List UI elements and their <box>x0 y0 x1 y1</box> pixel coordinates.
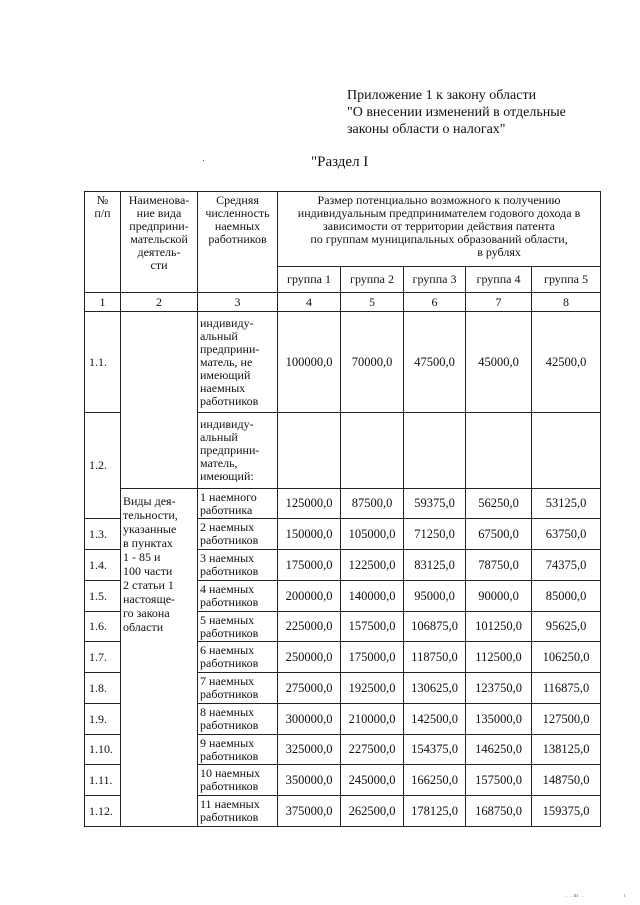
row-number: 1.2. <box>85 413 121 519</box>
value-cell: 275000,0 <box>278 673 341 704</box>
activity-line: настояще- <box>123 592 176 606</box>
value-cell: 112500,0 <box>466 642 532 673</box>
desc-line: 3 наемных <box>200 551 255 565</box>
header-col-activity <box>121 192 198 293</box>
desc-line: 5 наемных <box>200 612 255 627</box>
value-cell: 59375,0 <box>404 489 466 519</box>
desc-line: работников <box>200 718 259 732</box>
row-description <box>198 550 278 581</box>
value-cell: 74375,0 <box>532 550 601 581</box>
desc-line: работников <box>200 625 259 640</box>
desc-line: имеющий <box>200 367 251 382</box>
activity-line: 100 части <box>123 564 173 578</box>
value-cell: 250000,0 <box>278 642 341 673</box>
column-number: 7 <box>466 293 532 312</box>
value-cell: 87500,0 <box>341 489 404 519</box>
desc-line: альный <box>200 328 238 343</box>
row-number: 1.8. <box>85 673 121 704</box>
value-cell: 42500,0 <box>532 312 601 413</box>
value-cell: 227500,0 <box>341 735 404 765</box>
value-cell: 95000,0 <box>404 581 466 612</box>
appendix-line: "О внесении изменений в отдельные <box>347 105 566 120</box>
income-table <box>84 191 601 827</box>
desc-line: 2 наемных <box>200 520 255 534</box>
column-number: 1 <box>85 293 121 312</box>
value-cell: 142500,0 <box>404 704 466 735</box>
value-cell: 178125,0 <box>404 796 466 827</box>
value-cell: 146250,0 <box>466 735 532 765</box>
row-number: 1.5. <box>85 581 121 612</box>
desc-line: работников <box>200 779 259 793</box>
group-header: группа 1 <box>278 267 341 293</box>
row-description <box>198 489 278 519</box>
row-number: 1.10. <box>85 735 121 765</box>
desc-line: работников <box>200 656 259 670</box>
column-number: 4 <box>278 293 341 312</box>
header-text: работников <box>208 232 267 246</box>
header-text: № <box>96 193 109 207</box>
desc-line: 6 наемных <box>200 643 255 657</box>
scan-artifact: . .ш . <box>566 893 585 899</box>
desc-line: работников <box>200 810 259 824</box>
column-number: 8 <box>532 293 601 312</box>
activity-line: тельности, <box>123 508 178 522</box>
value-cell: 325000,0 <box>278 735 341 765</box>
column-numbers-row <box>85 293 601 312</box>
header-text: предприни- <box>129 219 189 233</box>
desc-line: работников <box>200 533 259 547</box>
value-cell: 127500,0 <box>532 704 601 735</box>
scan-artifact-dot: ı <box>624 893 626 899</box>
value-cell: 262500,0 <box>341 796 404 827</box>
scan-dot <box>203 160 204 161</box>
value-cell: 122500,0 <box>341 550 404 581</box>
value-cell: 70000,0 <box>341 312 404 413</box>
row-description <box>198 581 278 612</box>
value-cell: 130625,0 <box>404 673 466 704</box>
value-cell: 83125,0 <box>404 550 466 581</box>
group-header: группа 3 <box>404 267 466 293</box>
desc-line: работника <box>200 502 253 517</box>
value-cell: 45000,0 <box>466 312 532 413</box>
group-header: группа 5 <box>532 267 601 293</box>
value-cell: 192500,0 <box>341 673 404 704</box>
row-description <box>198 704 278 735</box>
activity-empty-cell <box>121 312 198 489</box>
appendix-line: Приложение 1 к закону области <box>347 88 537 103</box>
value-cell: 157500,0 <box>466 765 532 796</box>
value-cell: 118750,0 <box>404 642 466 673</box>
table-row <box>85 489 601 519</box>
activity-line: 2 статьи 1 <box>123 578 174 592</box>
value-cell: 90000,0 <box>466 581 532 612</box>
activity-line: в пунктах <box>123 536 173 550</box>
desc-line: 1 наемного <box>200 489 257 504</box>
header-text: сти <box>150 258 168 272</box>
row-number: 1.4. <box>85 550 121 581</box>
activity-line: области <box>123 620 164 634</box>
desc-line: 4 наемных <box>200 582 255 596</box>
value-cell: 159375,0 <box>532 796 601 827</box>
desc-line: предприни- <box>200 341 260 356</box>
value-cell: 200000,0 <box>278 581 341 612</box>
row-description <box>198 312 278 413</box>
header-text: Размер потенциально возможного к получению <box>317 193 561 207</box>
value-cell: 125000,0 <box>278 489 341 519</box>
row-description <box>198 413 278 489</box>
row-description <box>198 735 278 765</box>
header-text: в рублях <box>477 245 521 259</box>
desc-line: матель, не <box>200 354 253 369</box>
column-number: 2 <box>121 293 198 312</box>
activity-description <box>121 489 198 827</box>
value-cell: 63750,0 <box>532 519 601 550</box>
value-cell: 300000,0 <box>278 704 341 735</box>
value-cell: 106875,0 <box>404 612 466 642</box>
header-row <box>85 192 601 267</box>
value-cell <box>466 413 532 489</box>
header-text: численность <box>205 206 270 220</box>
desc-line: работников <box>200 748 259 763</box>
value-cell <box>532 413 601 489</box>
row-number: 1.7. <box>85 642 121 673</box>
desc-line: 8 наемных <box>200 705 255 719</box>
header-col-income <box>278 192 601 267</box>
activity-line: Виды дея- <box>123 494 176 508</box>
section-title: "Раздел I <box>311 154 369 170</box>
value-cell: 106250,0 <box>532 642 601 673</box>
activity-line: 1 - 85 и <box>123 550 161 564</box>
row-description <box>198 673 278 704</box>
value-cell: 123750,0 <box>466 673 532 704</box>
value-cell: 47500,0 <box>404 312 466 413</box>
header-text: зависимости от территории действия патента <box>323 219 556 233</box>
desc-line: альный <box>200 430 238 444</box>
desc-line: имеющий: <box>200 469 254 483</box>
appendix-line: законы области о налогах" <box>347 122 506 137</box>
column-number: 5 <box>341 293 404 312</box>
value-cell: 350000,0 <box>278 765 341 796</box>
desc-line: 11 наемных <box>200 797 260 811</box>
value-cell: 168750,0 <box>466 796 532 827</box>
header-col-no <box>85 192 121 293</box>
row-description <box>198 642 278 673</box>
desc-line: индивиду- <box>200 417 254 431</box>
row-description <box>198 765 278 796</box>
value-cell: 175000,0 <box>278 550 341 581</box>
value-cell: 375000,0 <box>278 796 341 827</box>
value-cell: 150000,0 <box>278 519 341 550</box>
row-number: 1.11. <box>85 765 121 796</box>
value-cell <box>341 413 404 489</box>
value-cell: 100000,0 <box>278 312 341 413</box>
value-cell: 135000,0 <box>466 704 532 735</box>
header-text: Наименова- <box>128 193 190 207</box>
header-text: п/п <box>94 206 111 220</box>
header-col-avg <box>198 192 278 293</box>
activity-line: указанные <box>123 522 177 536</box>
row-description <box>198 612 278 642</box>
value-cell: 148750,0 <box>532 765 601 796</box>
header-text: по группам муниципальных образований области, <box>310 232 568 246</box>
value-cell: 154375,0 <box>404 735 466 765</box>
desc-line: 9 наемных <box>200 735 255 750</box>
group-header: группа 4 <box>466 267 532 293</box>
desc-line: 7 наемных <box>200 674 255 688</box>
column-number: 6 <box>404 293 466 312</box>
value-cell: 95625,0 <box>532 612 601 642</box>
desc-line: работников <box>200 595 259 609</box>
value-cell: 138125,0 <box>532 735 601 765</box>
value-cell: 53125,0 <box>532 489 601 519</box>
value-cell: 166250,0 <box>404 765 466 796</box>
desc-line: работников <box>200 687 259 701</box>
value-cell: 225000,0 <box>278 612 341 642</box>
desc-line: предприни- <box>200 443 260 457</box>
row-number: 1.1. <box>85 312 121 413</box>
row-number: 1.12. <box>85 796 121 827</box>
desc-line: 10 наемных <box>200 766 261 780</box>
value-cell: 56250,0 <box>466 489 532 519</box>
row-description <box>198 796 278 827</box>
header-text: индивидуальным предпринимателем годового дохода в <box>297 206 581 220</box>
header-text: наемных <box>214 219 261 233</box>
value-cell: 71250,0 <box>404 519 466 550</box>
row-number: 1.3. <box>85 519 121 550</box>
row-number: 1.6. <box>85 612 121 642</box>
value-cell: 101250,0 <box>466 612 532 642</box>
value-cell <box>404 413 466 489</box>
column-number: 3 <box>198 293 278 312</box>
appendix-header <box>347 87 627 138</box>
value-cell <box>278 413 341 489</box>
group-header: группа 2 <box>341 267 404 293</box>
value-cell: 85000,0 <box>532 581 601 612</box>
value-cell: 157500,0 <box>341 612 404 642</box>
value-cell: 78750,0 <box>466 550 532 581</box>
row-number: 1.9. <box>85 704 121 735</box>
value-cell: 210000,0 <box>341 704 404 735</box>
value-cell: 105000,0 <box>341 519 404 550</box>
table-row <box>85 312 601 413</box>
activity-line: го закона <box>123 606 170 620</box>
header-text: мательской <box>130 232 188 246</box>
desc-line: работников <box>200 393 259 408</box>
desc-line: работников <box>200 564 259 578</box>
value-cell: 175000,0 <box>341 642 404 673</box>
value-cell: 67500,0 <box>466 519 532 550</box>
value-cell: 140000,0 <box>341 581 404 612</box>
value-cell: 245000,0 <box>341 765 404 796</box>
header-text: деятель- <box>137 245 181 259</box>
desc-line: матель, <box>200 456 238 470</box>
header-text: ние вида <box>136 206 182 220</box>
desc-line: наемных <box>200 380 246 395</box>
value-cell: 116875,0 <box>532 673 601 704</box>
table-body <box>85 192 601 827</box>
header-text: Средняя <box>216 193 259 207</box>
desc-line: индивиду- <box>200 315 254 330</box>
row-description <box>198 519 278 550</box>
